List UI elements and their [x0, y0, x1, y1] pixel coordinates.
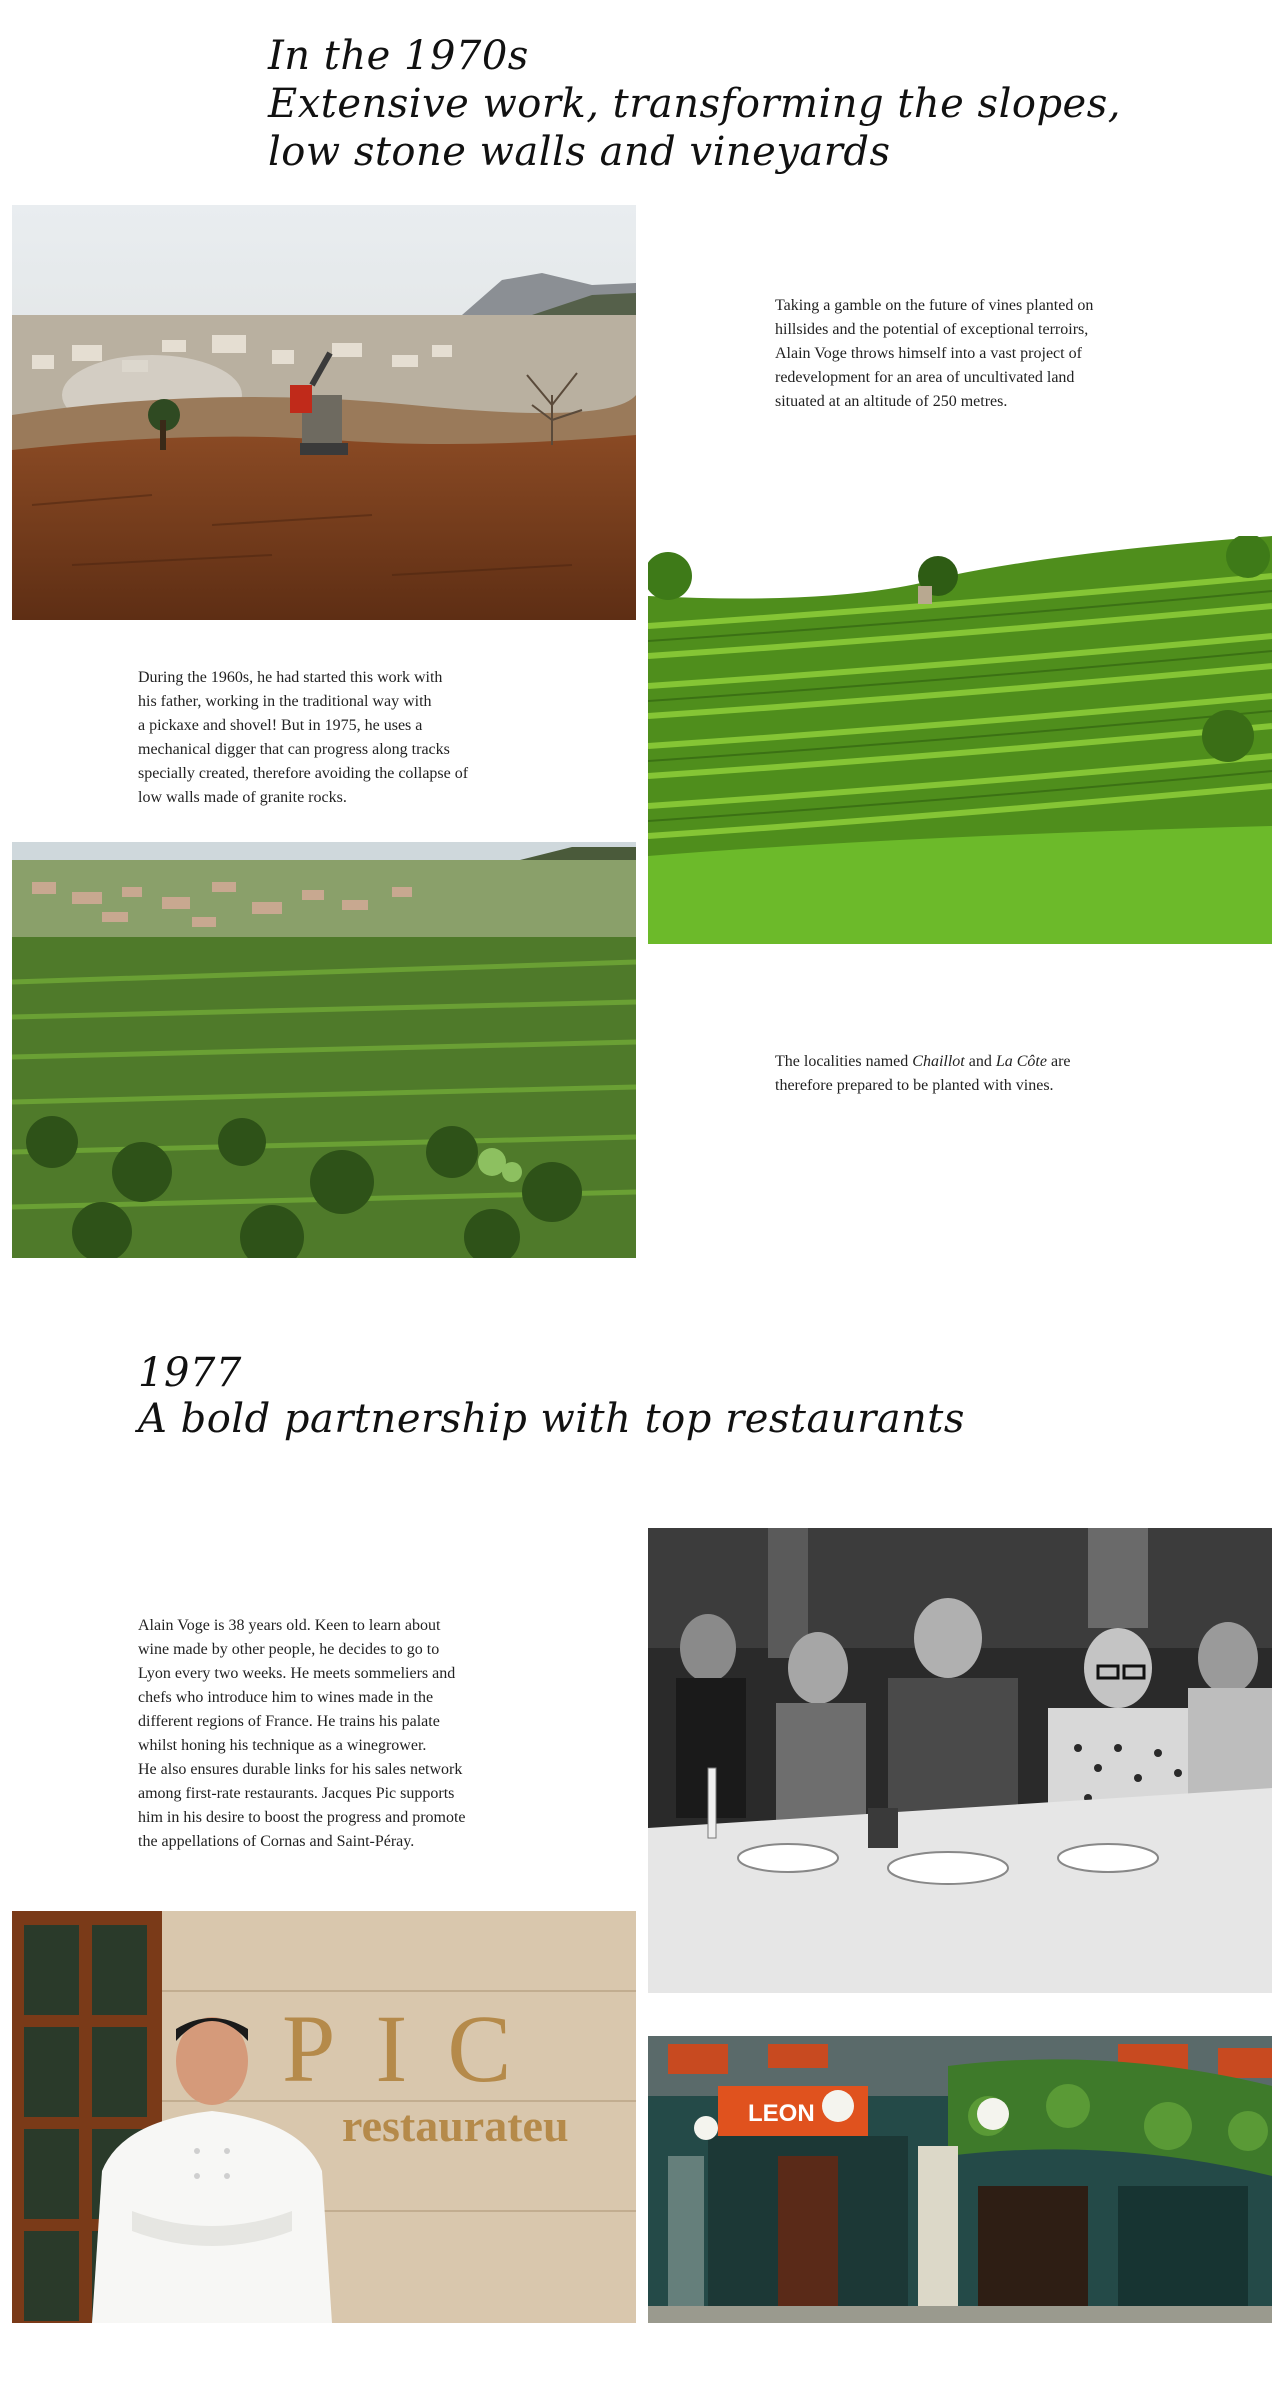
- heading-line: Extensive work, transforming the slopes,: [268, 81, 1121, 127]
- text-line: chefs who introduce him to wines made in the: [138, 1689, 434, 1706]
- text-line: different regions of France. He trains his palate: [138, 1713, 440, 1730]
- text-line: Lyon every two weeks. He meets sommeliers and: [138, 1665, 456, 1682]
- photo-digger-on-slope: [12, 205, 636, 620]
- text-segment: and: [964, 1053, 996, 1070]
- pic-sign-text: PIC: [282, 1995, 552, 2102]
- restaurateur-sign-text: restaurateu: [342, 2100, 569, 2151]
- photo-chef-pic-restaurant: [12, 1911, 636, 2323]
- text-line: his father, working in the traditional way with: [138, 693, 432, 710]
- paragraph-1960s: [138, 666, 538, 810]
- text-line: situated at an altitude of 250 metres.: [775, 393, 1008, 410]
- awning-sign-text: LEON: [748, 2100, 815, 2127]
- heading-line: A bold partnership with top restaurants: [138, 1396, 965, 1442]
- text-line: Taking a gamble on the future of vines planted on: [775, 297, 1094, 314]
- photo-village-vineyard: [12, 842, 636, 1258]
- text-line: wine made by other people, he decides to go to: [138, 1641, 440, 1658]
- locality-chaillot: Chaillot: [912, 1053, 965, 1070]
- photo-vineyard-terraces: [648, 536, 1272, 944]
- heading-line: low stone walls and vineyards: [268, 129, 891, 175]
- text-line: redevelopment for an area of uncultivated land: [775, 369, 1075, 386]
- text-line: the appellations of Cornas and Saint-Péray.: [138, 1833, 415, 1850]
- text-line: specially created, therefore avoiding the collapse of: [138, 765, 469, 782]
- paragraph-alain-voge: [138, 1614, 548, 1854]
- text-line: therefore prepared to be planted with vines.: [775, 1077, 1054, 1094]
- text-line: hillsides and the potential of exceptional terroirs,: [775, 321, 1089, 338]
- text-line: whilst honing his technique as a winegrower.: [138, 1737, 427, 1754]
- photo-restaurant-dinner: [648, 1528, 1272, 1993]
- text-line: low walls made of granite rocks.: [138, 789, 347, 806]
- text-line: [775, 1050, 1155, 1074]
- heading-1970s: [268, 32, 1121, 176]
- text-line: among first-rate restaurants. Jacques Pic supports: [138, 1785, 455, 1802]
- heading-1977: [138, 1350, 965, 1442]
- text-line: He also ensures durable links for his sales network: [138, 1761, 463, 1778]
- paragraph-localities: [775, 1050, 1155, 1098]
- paragraph-gamble: [775, 294, 1155, 414]
- heading-line: 1977: [138, 1350, 242, 1396]
- text-line: Alain Voge is 38 years old. Keen to learn about: [138, 1617, 441, 1634]
- heading-line: In the 1970s: [268, 33, 529, 79]
- text-segment: The localities named: [775, 1053, 913, 1070]
- text-segment: are: [1046, 1053, 1071, 1070]
- text-line: mechanical digger that can progress along tracks: [138, 741, 450, 758]
- text-line: Alain Voge throws himself into a vast project of: [775, 345, 1082, 362]
- text-line: him in his desire to boost the progress and promote: [138, 1809, 466, 1826]
- photo-restaurant-facade: [648, 2036, 1272, 2323]
- text-line: a pickaxe and shovel! But in 1975, he uses a: [138, 717, 423, 734]
- text-line: During the 1960s, he had started this work with: [138, 669, 443, 686]
- locality-la-cote: La Côte: [995, 1053, 1047, 1070]
